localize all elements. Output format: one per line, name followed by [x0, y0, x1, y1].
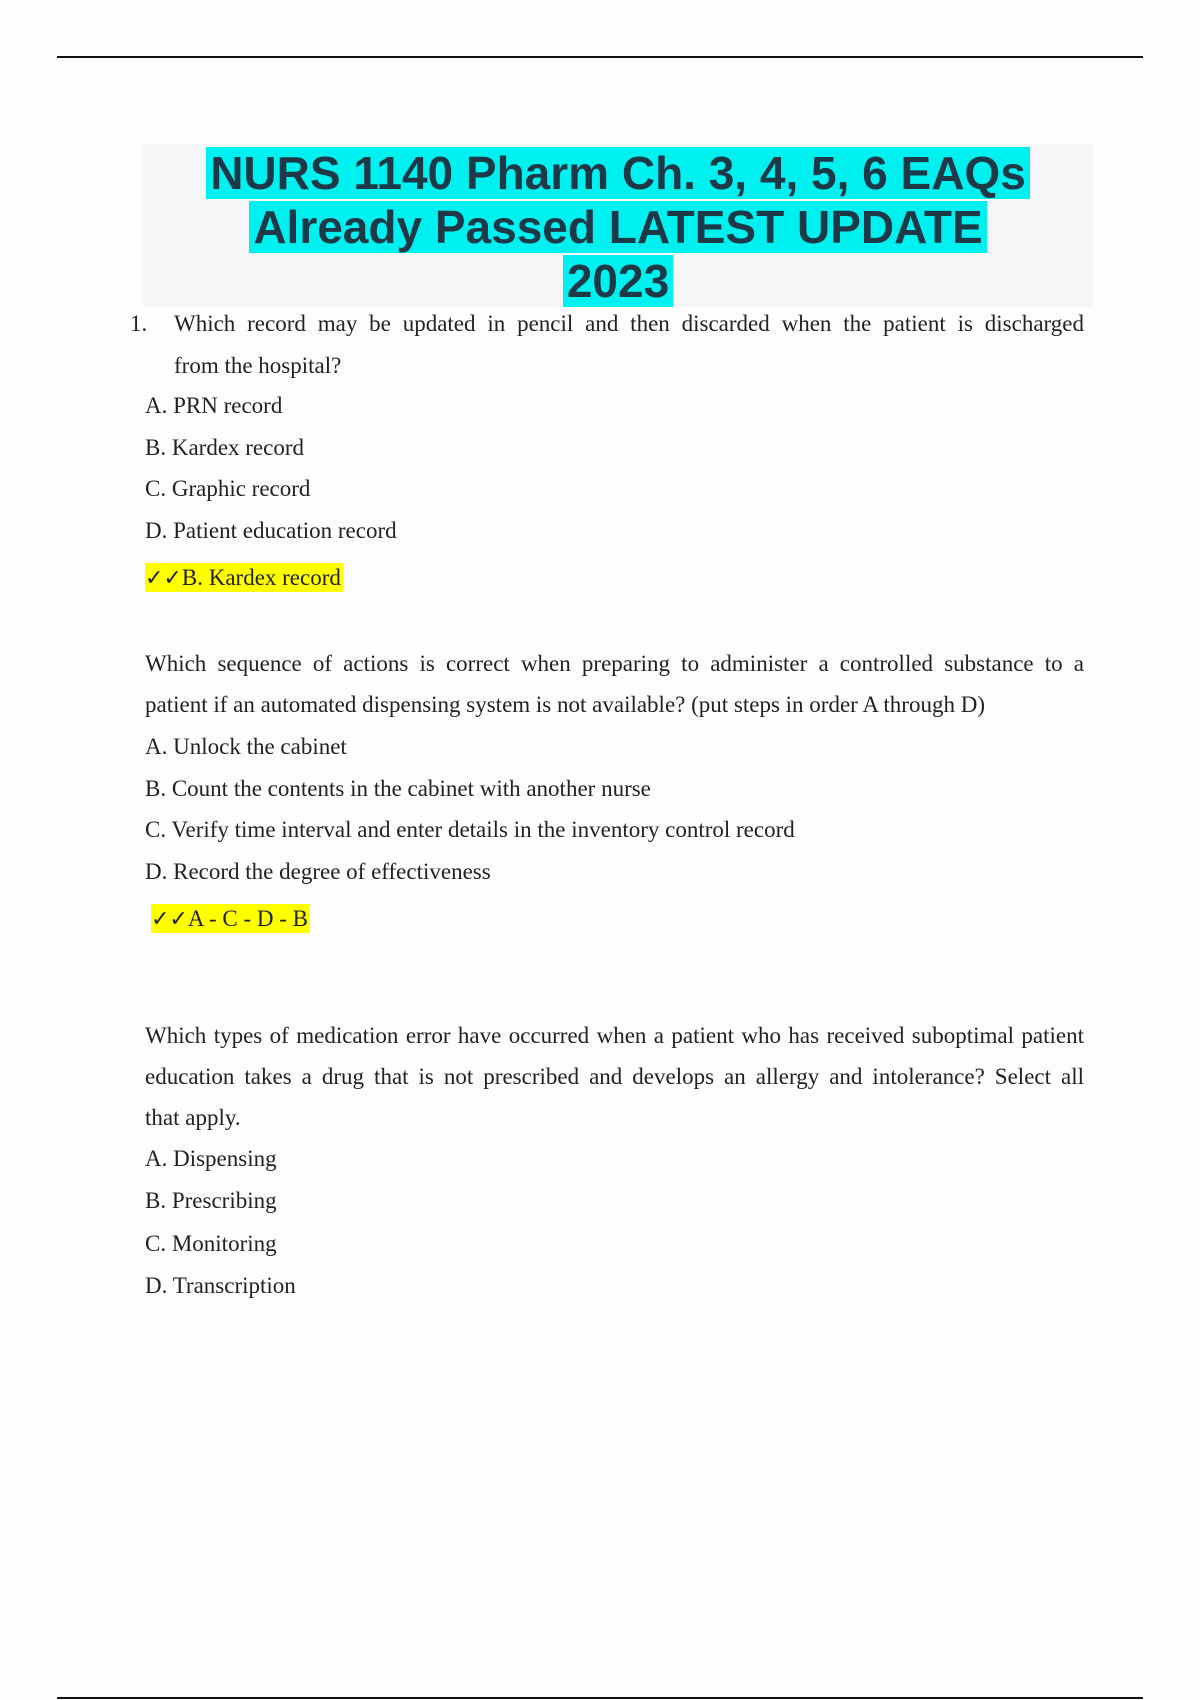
option-c: C. Verify time interval and enter details in the inventory control record	[145, 817, 795, 842]
check-mark-icon: ✓✓	[145, 566, 182, 591]
question-text-line: from the hospital?	[174, 353, 342, 378]
question-text-line: patient if an automated dispensing system is not available? (put steps in order A through D)	[145, 692, 985, 717]
title-line-1: NURS 1140 Pharm Ch. 3, 4, 5, 6 EAQs	[206, 147, 1030, 199]
document-title	[143, 144, 1093, 308]
option-c: C. Graphic record	[145, 476, 311, 501]
answer-line	[145, 563, 343, 594]
check-mark-icon: ✓✓	[151, 907, 188, 932]
question-text-line: education takes a drug that is not prescribed and develops an allergy and intolerance? Select all	[145, 1064, 1084, 1089]
answer-line	[151, 904, 310, 935]
option-a: A. PRN record	[145, 393, 283, 418]
option-d: D. Record the degree of effectiveness	[145, 859, 491, 884]
option-a: A. Dispensing	[145, 1146, 277, 1171]
question-text-line: that apply.	[145, 1105, 241, 1130]
option-d: D. Transcription	[145, 1273, 296, 1298]
question-text-line: Which types of medication error have occurred when a patient who has received suboptimal patient	[145, 1023, 1084, 1048]
title-block	[143, 144, 1093, 307]
title-line-3: 2023	[563, 255, 673, 307]
answer-highlight	[151, 904, 310, 933]
answer-text: A - C - D - B	[187, 906, 308, 931]
option-b: B. Count the contents in the cabinet with another nurse	[145, 776, 651, 801]
answer-highlight	[145, 563, 343, 592]
option-b: B. Kardex record	[145, 435, 305, 460]
option-c: C. Monitoring	[145, 1231, 277, 1256]
bottom-rule	[57, 1697, 1143, 1699]
answer-text: B. Kardex record	[181, 565, 341, 590]
option-a: A. Unlock the cabinet	[145, 734, 347, 759]
option-d: D. Patient education record	[145, 518, 397, 543]
title-line-2: Already Passed LATEST UPDATE	[249, 201, 986, 253]
question-text-line: Which sequence of actions is correct when preparing to administer a controlled substance to a	[145, 651, 1084, 676]
option-b: B. Prescribing	[145, 1188, 277, 1213]
question-text-line: Which record may be updated in pencil and then discarded when the patient is discharged	[174, 311, 1084, 336]
question-number: 1.	[130, 311, 148, 336]
top-rule	[57, 56, 1143, 58]
